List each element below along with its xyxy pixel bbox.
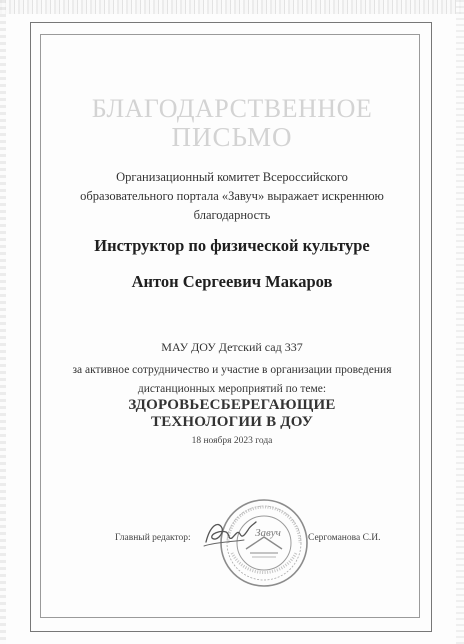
intro-line: Организационный комитет Всероссийского: [116, 170, 348, 184]
reason-text: [0, 361, 464, 399]
organization-name: МАУ ДОУ Детский сад 337: [161, 340, 303, 354]
seal-text: Завуч: [255, 527, 281, 539]
topic-line: ТЕХНОЛОГИИ В ДОУ: [150, 414, 313, 430]
signatory-name: Сергоманова С.И.: [308, 533, 381, 543]
handwritten-signature: [200, 512, 260, 554]
scan-edge-top: [0, 0, 464, 14]
intro-text: [0, 168, 464, 225]
recipient-name: Антон Сергеевич Макаров: [131, 272, 333, 291]
intro-line: благодарность: [193, 208, 271, 222]
event-date: 18 ноября 2023 года: [191, 436, 273, 446]
reason-line: за активное сотрудничество и участие в организации проведения: [72, 364, 392, 376]
event-topic: [0, 397, 464, 431]
title-line-1: БЛАГОДАРСТВЕННОЕ: [91, 94, 373, 123]
reason-line: дистанционных мероприятий по теме:: [137, 383, 327, 395]
intro-line: образовательного портала «Завуч» выражает искреннюю: [80, 189, 384, 203]
title-line-2: ПИСЬМО: [171, 122, 293, 152]
topic-line: ЗДОРОВЬЕСБЕРЕГАЮЩИЕ: [128, 397, 336, 413]
signatory-label: Главный редактор:: [115, 533, 191, 543]
recipient-position: Инструктор по физической культуре: [94, 236, 370, 255]
